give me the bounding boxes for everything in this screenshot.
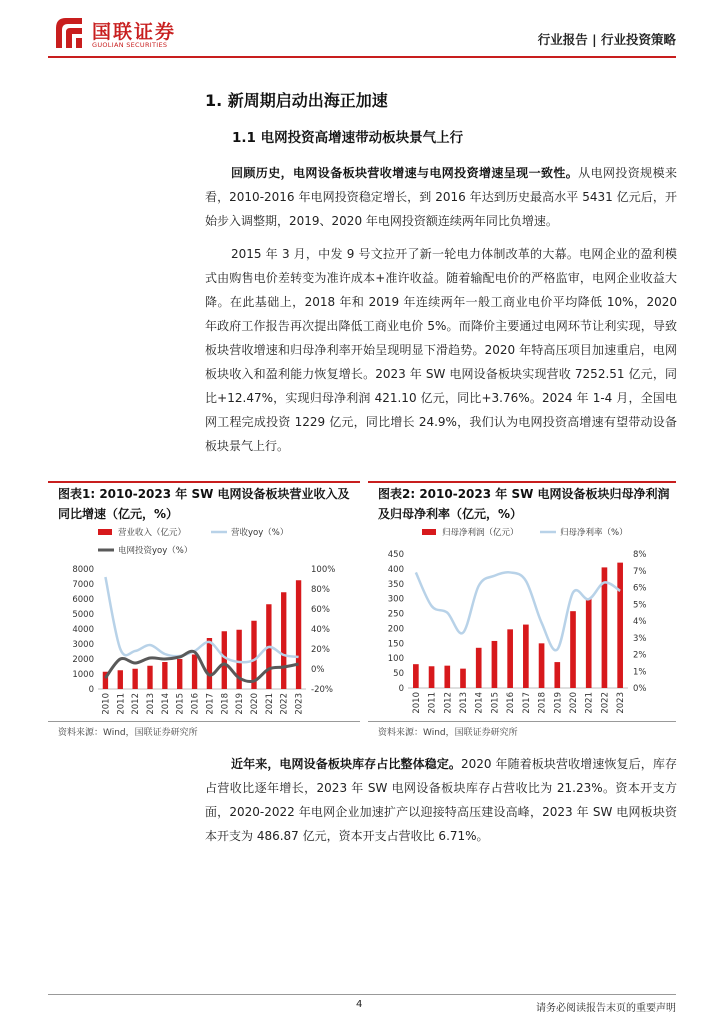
chart2-y-right-tick: 8% bbox=[633, 550, 647, 560]
chart1-y-left-tick: 2000 bbox=[72, 655, 94, 665]
chart1-y-left-tick: 8000 bbox=[72, 565, 94, 575]
chart2-bar bbox=[586, 599, 592, 688]
chart2-bar bbox=[413, 664, 419, 688]
chart1-x-tick: 2017 bbox=[205, 693, 216, 715]
chart1-y-left-tick: 4000 bbox=[72, 625, 94, 635]
figure2-source: 资料来源：Wind，国联证券研究所 bbox=[378, 728, 518, 738]
figure1-bottom-rule bbox=[48, 721, 360, 722]
chart2-x-tick: 2016 bbox=[506, 692, 517, 714]
chart1-legend-label: 营业收入（亿元） bbox=[118, 528, 187, 538]
chart1-y-right-tick: 60% bbox=[311, 605, 330, 615]
chart2-y-left-tick: 0 bbox=[398, 684, 404, 694]
figure2-title: 图表2: 2010-2023 年 SW 电网设备板块归母净利润及归母净利率（亿元，%） bbox=[378, 487, 670, 521]
chart2-bar bbox=[444, 666, 450, 688]
chart1-y-left-tick: 1000 bbox=[72, 670, 94, 680]
report-type: 行业报告 | 行业投资策略 bbox=[537, 32, 676, 47]
chart2-x-tick: 2023 bbox=[616, 692, 627, 714]
chart1-bar bbox=[222, 631, 227, 689]
chart1-y-left-tick: 0 bbox=[88, 685, 94, 695]
figure2-bottom-rule bbox=[368, 721, 676, 722]
chart1-x-tick: 2020 bbox=[250, 693, 260, 715]
chart2-y-left-tick: 300 bbox=[387, 594, 404, 605]
figure2-chart bbox=[368, 522, 676, 722]
paragraph-1-lead: 回顾历史，电网设备板块营收增速与电网投资增速呈现一致性。 bbox=[231, 166, 579, 180]
chart2-bar bbox=[602, 567, 608, 688]
chart2-y-left-tick: 250 bbox=[387, 609, 404, 620]
chart2-bar bbox=[492, 641, 498, 688]
chart2-x-tick: 2018 bbox=[537, 692, 548, 714]
chart1-x-tick: 2012 bbox=[131, 693, 142, 715]
chart1-legend-label: 营收yoy（%） bbox=[231, 528, 289, 538]
chart1-bar bbox=[147, 666, 152, 689]
footer-divider bbox=[48, 994, 676, 995]
chart2-y-right-tick: 5% bbox=[633, 600, 647, 611]
chart1-legend-label: 电网投资yoy（%） bbox=[118, 546, 193, 556]
chart1-bar bbox=[118, 670, 123, 689]
chart1-x-tick: 2023 bbox=[294, 693, 305, 715]
chart2-bar bbox=[476, 648, 482, 688]
paragraph-1 bbox=[205, 161, 677, 233]
chart2-x-tick: 2017 bbox=[521, 692, 532, 714]
chart2-y-right-tick: 0% bbox=[633, 684, 647, 694]
chart2-y-left-tick: 50 bbox=[393, 669, 404, 680]
chart1-bar bbox=[177, 659, 182, 689]
chart2-y-right-tick: 1% bbox=[633, 667, 647, 678]
chart1-y-right-tick: 80% bbox=[311, 585, 330, 595]
chart1-x-tick: 2010 bbox=[101, 693, 112, 715]
chart2-x-tick: 2021 bbox=[584, 692, 595, 714]
guolian-logo-icon bbox=[52, 14, 86, 50]
chart2-bar bbox=[507, 629, 513, 688]
chart2-bar bbox=[429, 666, 435, 688]
footer-disclaimer: 请务必阅读报告末页的重要声明 bbox=[536, 1003, 676, 1014]
chart1-x-tick: 2015 bbox=[175, 693, 186, 715]
chart2-bar bbox=[523, 625, 529, 688]
chart1-x-tick: 2013 bbox=[146, 693, 156, 715]
paragraph-3-body: 2020 年随着板块营收增速恢复后，库存占营收比逐年增长，2023 年 SW 电网设备板块库存占营收比为 21.23%。资本开支方面，2020-2022 年电网企业加速扩产以迎接特高压建设高峰，2023 年 SW 电网板块资本开支为 486.87 亿元，资本开支占营收比 6.71%。 bbox=[205, 757, 677, 843]
chart2-y-right-tick: 7% bbox=[633, 566, 647, 577]
chart1-x-tick: 2011 bbox=[116, 693, 127, 715]
chart2-x-tick: 2013 bbox=[459, 692, 469, 714]
chart1-y-right-tick: -20% bbox=[311, 685, 333, 695]
figure1-source: 资料来源：Wind，国联证券研究所 bbox=[58, 728, 198, 738]
paragraph-1-body: 从电网投资规模来看，2010-2016 年电网投资稳定增长，到 2016 年达到历史最高水平 5431 亿元后，开始步入调整期，2019、2020 年电网投资额连续两年同比负增速。 bbox=[205, 166, 677, 228]
figure2-top-rule bbox=[368, 481, 676, 483]
chart1-bar bbox=[281, 592, 286, 689]
chart1-y-right-tick: 100% bbox=[311, 565, 336, 575]
chart1-x-tick: 2018 bbox=[220, 693, 231, 715]
chart2-y-left-tick: 200 bbox=[387, 624, 404, 635]
chart2-x-tick: 2020 bbox=[569, 692, 579, 714]
page-number: 4 bbox=[356, 999, 363, 1010]
chart1-x-tick: 2019 bbox=[235, 693, 246, 715]
chart2-legend-label: 归母净利率（%） bbox=[560, 528, 628, 538]
chart1-legend-swatch bbox=[98, 529, 112, 535]
chart1-y-left-tick: 7000 bbox=[72, 580, 94, 590]
chart2-y-left-tick: 100 bbox=[387, 654, 404, 665]
chart1-bar bbox=[296, 580, 301, 689]
chart2-y-left-tick: 350 bbox=[387, 579, 404, 590]
chart2-x-tick: 2022 bbox=[600, 692, 611, 714]
chart1-y-right-tick: 0% bbox=[311, 665, 325, 675]
chart1-y-left-tick: 5000 bbox=[72, 610, 94, 620]
paragraph-2: 2015 年 3 月，中发 9 号文拉开了新一轮电力体制改革的大幕。电网企业的盈利模式由购售电价差转变为准许成本+准许收益。随着输配电价的严格监审，电网企业收益大降。在此基础上，2018 年和 2019 年连续两年一般工商业电价平均降低 10%，2020 年政府工作报告再次提出降低工商业电价 5%。而降价主要通过电网环节让利实现，导致板块营收增速和归母净利率开始呈现明显下滑趋势。2020 年特高压项目加速重启，电网板块收入和盈利能力恢复增长。2023 年 SW 电网设备板块实现营收 7252.51 亿元，同比+12.47%，实现归母净利润 421.10 亿元，同比+3.76%。2024 年 1-4 月，全国电网工程完成投资 1229 亿元，同比增长 24.9%，我们认为电网投资高增速有望带动设备板块景气上行。 bbox=[205, 247, 677, 453]
chart2-bar bbox=[570, 611, 576, 688]
paragraph-3 bbox=[205, 752, 677, 848]
chart2-x-tick: 2010 bbox=[411, 692, 422, 714]
chart2-x-tick: 2014 bbox=[474, 692, 485, 714]
logo-text-cn: 国联证券 bbox=[92, 21, 177, 43]
chart2-x-tick: 2015 bbox=[490, 692, 501, 714]
chart2-x-tick: 2011 bbox=[427, 692, 438, 714]
chart2-y-right-tick: 3% bbox=[633, 633, 647, 644]
chart2-x-tick: 2012 bbox=[443, 692, 454, 714]
chart2-bar bbox=[554, 662, 560, 688]
chart1-x-tick: 2021 bbox=[264, 693, 275, 715]
chart2-legend-swatch bbox=[422, 529, 436, 535]
chart1-x-tick: 2022 bbox=[279, 693, 290, 715]
chart1-bar bbox=[132, 669, 137, 689]
chart1-x-tick: 2014 bbox=[160, 693, 171, 715]
chart1-bar bbox=[192, 655, 197, 690]
chart2-bar bbox=[617, 563, 623, 688]
figure1-top-rule bbox=[48, 481, 360, 483]
paragraph-3-lead: 近年来，电网设备板块库存占比整体稳定。 bbox=[231, 757, 462, 771]
chart2-legend-label: 归母净利润（亿元） bbox=[442, 528, 519, 538]
chart1-x-tick: 2016 bbox=[190, 693, 201, 715]
chart1-bar bbox=[162, 662, 167, 689]
subsection-heading: 1.1 电网投资高增速带动板块景气上行 bbox=[232, 130, 464, 146]
figure1-chart bbox=[48, 522, 360, 722]
chart1-y-right-tick: 20% bbox=[311, 645, 330, 655]
chart1-bar bbox=[207, 638, 212, 689]
chart2-y-right-tick: 4% bbox=[633, 617, 647, 627]
header-divider bbox=[48, 56, 676, 58]
chart1-y-left-tick: 6000 bbox=[72, 595, 94, 605]
chart2-bar bbox=[539, 643, 545, 688]
chart2-x-tick: 2019 bbox=[553, 692, 564, 714]
chart2-bar bbox=[460, 669, 466, 688]
chart2-y-left-tick: 150 bbox=[387, 639, 404, 650]
logo-text-en: GUOLIAN SECURITIES bbox=[92, 41, 168, 49]
chart2-y-left-tick: 450 bbox=[387, 550, 404, 560]
chart2-y-left-tick: 400 bbox=[387, 564, 404, 575]
section-heading: 1. 新周期启动出海正加速 bbox=[205, 91, 388, 110]
chart2-y-right-tick: 6% bbox=[633, 583, 647, 594]
chart1-y-right-tick: 40% bbox=[311, 625, 330, 635]
chart1-y-left-tick: 3000 bbox=[72, 640, 94, 650]
figure1-title: 图表1: 2010-2023 年 SW 电网设备板块营业收入及同比增速（亿元，%） bbox=[58, 487, 350, 521]
chart2-y-right-tick: 2% bbox=[633, 650, 647, 661]
